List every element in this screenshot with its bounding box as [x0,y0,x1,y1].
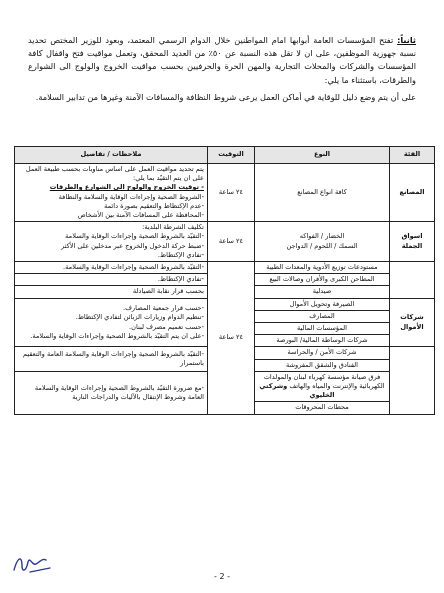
notes-wholesale [15,222,208,262]
note-line: -التقيّد بالشروط الصحية وإجراءات الوقاية والسلامة [65,232,204,241]
type-financial-institutions: المؤسسات المالية [255,323,390,335]
note-line: -حسب قرار جمعية المصارف. [123,304,204,313]
note-line: -ضبط حركة الدخول والخروج عبر مدخلين على الأكثر [60,241,204,250]
note-line: -تنظيم الدوام وزيارات الزبائن لتفادي الإكتظاظ. [75,313,204,322]
notes-utilities: -مع ضرورة التقيّد بالشروط الصحية وإجراءات الوقاية والسلامة العامة وشروط الإنتقال بالآليات والدراجات النارية [15,371,208,414]
note-line: -على ان يتم التقيّد بالشروط الصحية وإجراءات الوقاية والسلامة. [30,331,204,340]
note-line-emphasis: - توقيت الخروج والولوج الى الشوارع والطرقات [49,183,204,192]
type-medical: مستودعات توزيع الأدوية والمعدات الطبية [255,262,390,274]
category-finance: شركات الأموال [390,298,435,347]
type-pharmacy: صيدلية [255,286,390,298]
intro-paragraph-2 [28,34,416,87]
notes-pharmacy: بحسب قرار نقابة الصيادلة [15,286,208,298]
notes-bakeries: -تفادي الإكتظاظ. [15,274,208,286]
section-label: ثانياً: [397,35,416,45]
table-header-row [15,147,435,164]
category-empty [390,262,435,299]
type-line: الخضار / الفواكه [299,232,345,241]
intro-section [28,34,416,108]
utilities-text-bold: وشركتي الخليوي [259,382,335,400]
utilities-text: فرق صيانة مؤسسة كهرباء لبنان والمولدات الكهربائية والإنترنت والمياه والهاتف [263,372,385,391]
exceptions-table [14,146,435,415]
header-notes: ملاحظات / تفاصيل [15,147,208,164]
type-banks: المصارف [255,310,390,322]
note-line: -عدم الإكتظاظ والتعقيم بصورة دائمة [104,201,204,210]
type-fuel: محطات المحروقات [255,402,390,414]
time-wholesale: ٢٤ ساعة [208,222,255,262]
type-line: السمك / اللحوم / الدواجن [286,241,358,250]
notes-finance [15,298,208,347]
table-row [15,222,435,262]
note-line: -المحافظة على المسافات الآمنة بين الأشخاص [77,211,204,220]
safety-guide-paragraph: على أن يتم وضع دليل للوقاية في أماكن العمل يرعى شروط النظافة والمسافات الآمنة وغيرها من تدابير السلامة. [35,91,416,102]
table-row [15,262,435,274]
category-wholesale: اسواق الجملة [390,222,435,262]
page-number: - 2 - [214,572,230,581]
type-wholesale [255,222,390,262]
header-category: الفئة [390,147,435,164]
time-factories: ٢٤ ساعة [208,164,255,222]
category-factories: المصانع [390,164,435,222]
note-line: تكليف الشرطة البلدية: [142,223,204,232]
header-type: النوع [255,147,390,164]
note-line: يتم تحديد مواقيت العمل على اساس مناوبات بحسب طبيعة العمل على ان يتم التقيّد بما يلي: [25,165,204,183]
note-line: -تفادي الإكتظاظ. [157,250,204,259]
notes-factories [15,164,208,222]
type-security: شركات الأمن / والحراسة [255,347,390,359]
intro-text: تفتح المؤسسات العامة أبوابها امام المواطنين خلال الدوام الرسمي المعتمد، وبعود للوزير المختص تحديد نسبة جهوزية الموظفين، على ان لا تقل هذه النسبة عن ٥٠٪ من العديد المحقق، وتعمل مواقيت فتح واقفال كافة المؤسسات والشركات والمحلات التجارية والمهن الحرة والحرفيين بحسب مواقيت الخروج والولوج الى الشوارع والطرقات، باستثناء ما يلي: [28,35,416,85]
notes-security: -التقيّد بالشروط الصحية وإجراءات الوقاية والسلامة العامة والتعقيم باستمرار [15,347,208,371]
category-empty [390,347,435,414]
time-shared: ٢٤ ساعة [208,262,255,415]
note-line: -الشروط الصحية وإجراءات الوقاية والسلامة والنظافة [58,192,204,201]
type-exchange: الصيرفة وتحويل الأموال [255,298,390,310]
type-utilities [255,371,390,402]
table-row [15,164,435,222]
notes-medical: -التقيّد بالشروط الصحية وإجراءات الوقاية والسلامة. [15,262,208,274]
type-bakeries: المطاحن الكبرى والأفران وصالات البيع [255,274,390,286]
header-time: التوقيت [208,147,255,164]
type-hotels: الفنادق والشقق المفروشة [255,359,390,371]
type-brokerage: شركات الوساطة المالية/ البورصة [255,335,390,347]
note-line: -حسب تعميم مصرف لبنان. [129,322,204,331]
type-factories: كافة انواع المصانع [255,164,390,222]
